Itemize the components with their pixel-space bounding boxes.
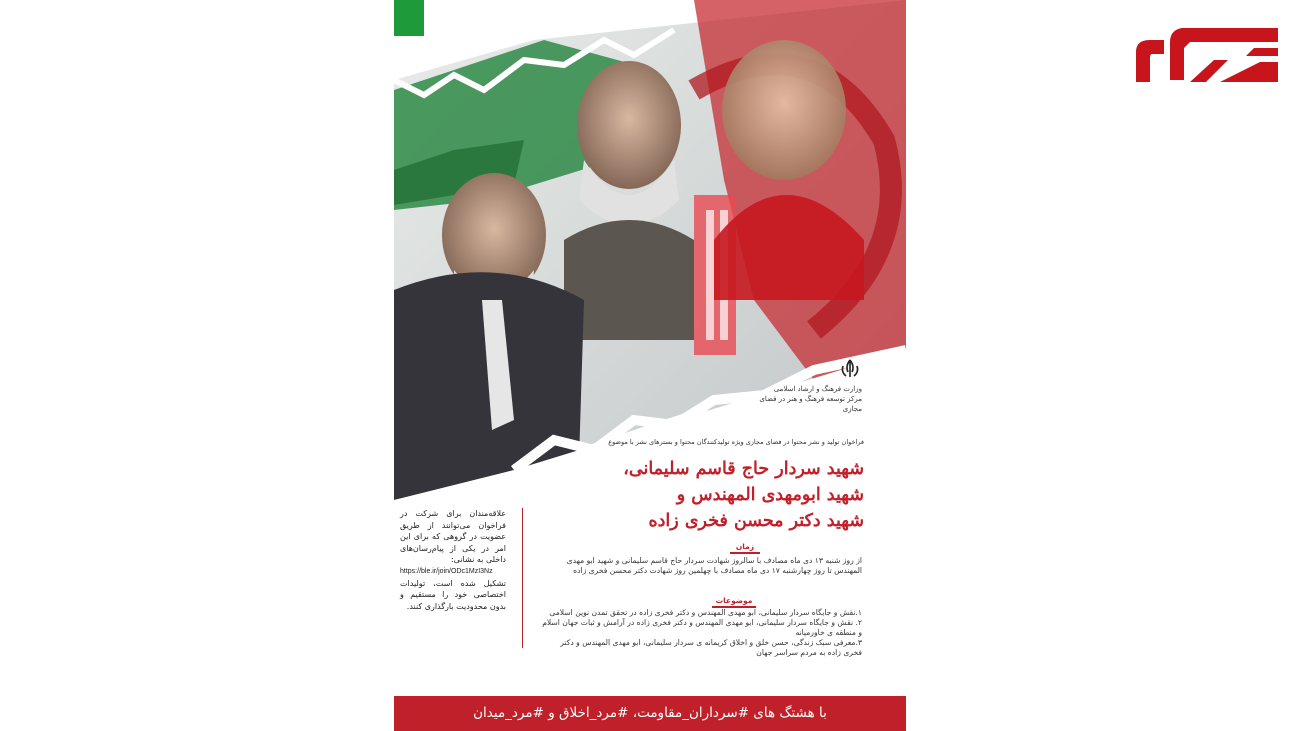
participation-text: علاقه‌مندان برای شرکت در فراخوان می‌توانند از طریق عضویت در گروهی که برای این امر در یکی از پیام‌رسان‌های داخلی به نشانی: [400, 509, 506, 565]
green-square [394, 0, 424, 36]
heading-line-2: شهید ابومهدی المهندس و [676, 485, 864, 505]
poster-heading [524, 456, 864, 534]
ministry-name: وزارت فرهنگ و ارشاد اسلامی [773, 385, 862, 393]
hashtag-banner: با هشتگ های #سرداران_مقاومت، #مرد_اخلاق و #مرد_میدان [394, 696, 906, 731]
topic-item: ۱.نقش و جایگاه سردار سلیمانی، ابو مهدی المهندس و دکتر فخری زاده در تحقق تمدن نوین اسلامی [549, 608, 862, 617]
heading-line-3: شهید دکتر محسن فخری زاده [648, 511, 864, 531]
participation-text-2: تشکیل شده است، تولیدات اختصاصی خود را مستقیم و بدون محدودیت بارگذاری کنند. [400, 578, 506, 611]
topics-list [542, 608, 862, 658]
heading-line-1: شهید سردار حاج قاسم سلیمانی، [623, 459, 864, 479]
time-title: زمان [730, 542, 760, 554]
ministry-block [742, 358, 862, 414]
iran-emblem-icon [838, 358, 862, 380]
center-name: مرکز توسعه فرهنگ و هنر در فضای مجازی [759, 395, 862, 413]
participation-note [400, 508, 506, 612]
poster [394, 0, 906, 731]
topic-item: ۳.معرفی سبک زندگی، حسن خلق و اخلاق کریمانه ی سردار سلیمانی، ابو مهدی المهندس و دکتر فخری زاده به مردم سراسر جهان [560, 638, 862, 657]
topics-title: موضوعات [712, 596, 756, 608]
topic-item: ۲. نقش و جایگاه سردار سلیمانی، ابو مهدی المهندس و دکتر فخری زاده در آرامش و ثبات جهان اسلام و منطقه ی خاورمیانه [542, 618, 862, 637]
join-link[interactable]: https://ble.ir/join/ODc1MzI3Nz [400, 567, 493, 575]
divider-line [522, 508, 523, 648]
time-text: از روز شنبه ۱۳ دی ماه مصادف با سالروز شهادت سردار حاج قاسم سلیمانی و شهید ابو مهدی المهندس تا روز چهارشنبه ۱۷ دی ماه مصادف با چهلمین روز شهادت دکتر محسن فخری زاده [566, 556, 862, 575]
call-intro: فراخوان تولید و نشر محتوا در فضای مجازی ویژه تولیدکنندگان محتوا و بسترهای نشر با موضوع [608, 438, 864, 446]
rokna-logo-icon[interactable] [1128, 22, 1284, 88]
